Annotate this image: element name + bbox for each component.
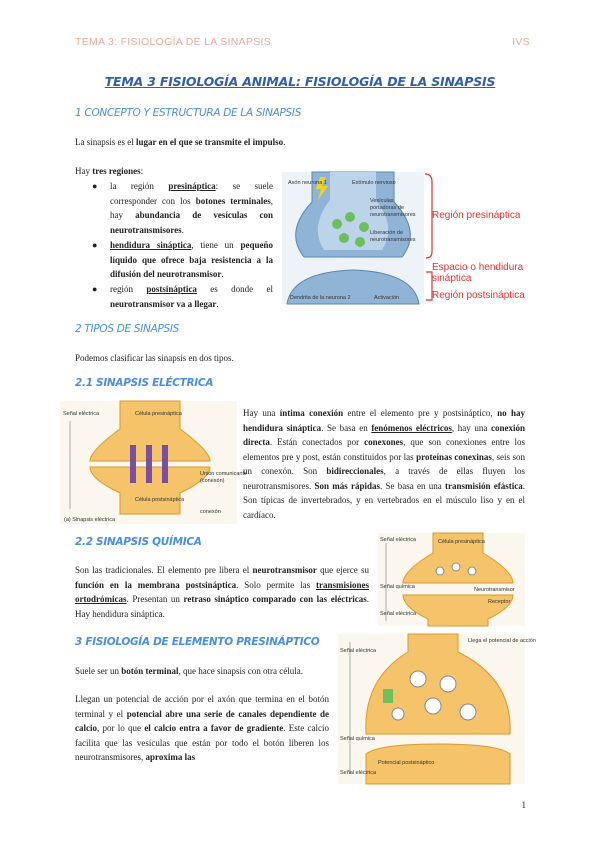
text: , a través de ellas fluyen los neurotransmisores. bbox=[243, 466, 525, 491]
text: , hay bbox=[110, 195, 273, 220]
presynaptic-element-figure bbox=[338, 634, 536, 784]
fig3-label-3: Señal eléctrica bbox=[380, 611, 417, 617]
fig1-label-axon bbox=[288, 180, 327, 186]
fig3-label-4: Neurotransmisor bbox=[474, 587, 515, 593]
text: entre el elemento pre y postsináptico, bbox=[343, 408, 498, 418]
fig1-label-ves1: Vesículas bbox=[370, 198, 394, 204]
text-bold-underline: hendidura sináptica bbox=[110, 240, 192, 250]
bullet-dot: ● bbox=[92, 284, 98, 294]
text: Suele ser un bbox=[75, 666, 122, 676]
text: . Hay hendidura sináptica. bbox=[75, 594, 369, 619]
text: , que son conexiones entre los elementos pre y post, están constituidos por las bbox=[243, 437, 525, 462]
section-2-2-heading: 2.2 SINAPSIS QUÍMICA bbox=[75, 536, 202, 548]
text-bold: retraso sináptico comparado con las eléctricas bbox=[183, 594, 367, 604]
text-bold: conexión directa bbox=[243, 422, 525, 447]
fig3-label-2: Señal química bbox=[380, 584, 415, 590]
s2-paragraph: Podemos clasificar las sinapsis en dos tipos. bbox=[75, 353, 234, 363]
fig2-label-union: Unión comunicante bbox=[200, 471, 248, 477]
text-bold: no hay hendidura sináptica bbox=[243, 408, 525, 433]
s1-paragraph-1 bbox=[75, 135, 285, 150]
fig2-label-conexon-paren: (conexón) bbox=[200, 478, 225, 484]
text-bold: neurotransmisor bbox=[252, 565, 317, 575]
text: . bbox=[181, 224, 184, 235]
fig1-label-dend: Dendrita de la neurona 2 bbox=[290, 295, 351, 301]
text: , que hace sinapsis con otra célula. bbox=[178, 666, 303, 676]
text-bold: aproxima las bbox=[145, 752, 196, 762]
section-1-heading: 1 CONCEPTO Y ESTRUCTURA DE LA SINAPSIS bbox=[75, 107, 302, 119]
s3-paragraph-1 bbox=[75, 664, 303, 679]
section-3-heading: 3 FISIOLOGÍA DE ELEMENTO PRESINÁPTICO bbox=[75, 636, 320, 648]
text-bold: íntima conexión bbox=[279, 408, 344, 418]
electrical-synapse-figure bbox=[60, 401, 248, 524]
bullet-dot: ● bbox=[92, 181, 98, 191]
s1-paragraph-2 bbox=[75, 164, 143, 179]
text-bold: Son más rápidas bbox=[314, 480, 381, 491]
fig1-label-act: Activación bbox=[374, 295, 400, 301]
text-bold: tres regiones bbox=[92, 166, 141, 176]
fig4-label-4: Señal eléctrica bbox=[340, 770, 377, 776]
bullet-dot: ● bbox=[92, 240, 98, 250]
running-header-left: TEMA 3: FISIOLOGÍA DE LA SINAPSIS bbox=[75, 36, 272, 48]
text-bold: lugar en el que se transmite el impulso bbox=[136, 137, 284, 147]
text: . Solo permite las bbox=[236, 579, 316, 590]
fig2-label-conexon: conexón bbox=[200, 509, 221, 515]
text-bold-underline: transmisiones ortodrómicas bbox=[75, 579, 369, 604]
label-region-postsinaptica: Región postsináptica bbox=[432, 290, 525, 301]
text: . Se basa en una bbox=[380, 480, 445, 491]
running-header-right: IVS bbox=[512, 36, 530, 48]
text-bold: conexones bbox=[364, 437, 404, 447]
bullet-hendidura bbox=[110, 238, 273, 282]
text: . bbox=[216, 298, 219, 309]
text: . Se basa en bbox=[321, 422, 372, 433]
fig3-label-1: Señal eléctrica bbox=[380, 537, 417, 543]
text: : se suele corresponder con los bbox=[110, 181, 273, 206]
text-bold: bidireccionales bbox=[326, 466, 384, 476]
page-number: 1 bbox=[521, 800, 526, 810]
text-bold: potencial abre una serie de canales dependiente de calcio bbox=[75, 708, 330, 733]
text: , hay una bbox=[451, 422, 491, 433]
text: región bbox=[110, 284, 147, 294]
fig2-label-senal: Señal eléctrica bbox=[63, 411, 100, 417]
text-bold: proteínas conexinas bbox=[416, 451, 492, 462]
section-2-1-heading: 2.1 SINAPSIS ELÉCTRICA bbox=[75, 377, 214, 389]
page-title: TEMA 3 FISIOLOGÍA ANIMAL: FISIOLOGÍA DE LA SINAPSIS bbox=[104, 74, 496, 89]
text-bold-underline: presináptica bbox=[168, 181, 216, 191]
text: Son las tradicionales. El elemento pre libera el bbox=[75, 565, 253, 575]
text: . Este calcio facilita que las vesículas que están por todo el botón liberen los neurotransmisores, bbox=[75, 723, 329, 762]
bullet-presinaptica bbox=[110, 179, 273, 237]
fig4-label-1: Llega el potencial de acción bbox=[468, 638, 536, 644]
text: La sinapsis es el bbox=[75, 137, 136, 147]
s3-paragraph-2 bbox=[75, 692, 329, 765]
fig3-label-6: Célula presináptica bbox=[438, 539, 485, 545]
text-bold: transmisión efástica bbox=[445, 480, 523, 491]
fig4-label-2: Señal eléctrica bbox=[340, 648, 377, 654]
text-bold: función en la membrana postsináptica bbox=[75, 579, 237, 590]
text: Hay una bbox=[243, 408, 280, 418]
text: la región bbox=[110, 181, 169, 191]
bullet-postsinaptica bbox=[110, 282, 273, 311]
text-bold: pequeño líquido que ofrece baja resistencia a la difusión del neurotransmisor bbox=[110, 240, 273, 279]
label-region-presinaptica: Región presináptica bbox=[432, 210, 521, 221]
fig2-label-pre: Célula presináptica bbox=[135, 411, 182, 417]
text: . Son típicas de invertebrados, y en vertebrados en el músculo liso y en el cardíaco. bbox=[243, 480, 525, 520]
text-bold: neurotransmisor va a llegar bbox=[110, 298, 217, 309]
text-bold-underline: fenómenos eléctricos bbox=[371, 422, 452, 433]
svg-text:Axón neurona 1: Axón neurona 1 bbox=[288, 180, 327, 186]
synapse-structure-figure bbox=[282, 172, 424, 304]
fig1-label-ves3: neurotransmisores bbox=[370, 212, 416, 218]
chemical-synapse-figure bbox=[378, 533, 525, 626]
text: es donde el bbox=[196, 284, 273, 294]
text: . Presentan un bbox=[126, 594, 184, 604]
text: , por lo que bbox=[97, 723, 145, 733]
fig4-label-5: Potencial postsináptico bbox=[378, 760, 435, 766]
fig1-label-lib2: neurotransmisores bbox=[370, 237, 416, 243]
text-bold-underline: postsináptica bbox=[146, 284, 197, 294]
text-bold: botones terminales bbox=[195, 195, 271, 206]
fig4-label-3: Señal química bbox=[340, 736, 375, 742]
text: . Están conectados por bbox=[269, 437, 365, 447]
section-2-heading: 2 TIPOS DE SINAPSIS bbox=[75, 323, 180, 335]
fig3-label-5: Receptor bbox=[488, 599, 511, 605]
text: . bbox=[283, 137, 286, 147]
fig2-caption: (a) Sinapsis eléctrica bbox=[64, 517, 116, 523]
text: , tiene un bbox=[191, 240, 241, 250]
s22-paragraph bbox=[75, 563, 369, 621]
fig1-label-ves2: portadoras de bbox=[370, 205, 404, 211]
text-bold: botón terminal bbox=[121, 666, 179, 676]
text: Llegan un potencial de acción por el axón que termina en el botón terminal y el bbox=[75, 694, 329, 719]
text: : bbox=[140, 166, 144, 176]
fig1-label-stim: Estímulo nervioso bbox=[352, 180, 396, 186]
fig1-label-lib1: Liberación de bbox=[370, 230, 404, 236]
s21-paragraph bbox=[243, 406, 525, 522]
text: . bbox=[221, 269, 224, 279]
label-cleft-1: Espacio o hendidura bbox=[432, 262, 524, 273]
label-cleft-2: sináptica bbox=[432, 273, 472, 284]
text: , seis son un conexón. Son bbox=[243, 451, 525, 476]
text: que ejerce su bbox=[316, 565, 369, 575]
fig2-label-post: Célula postsináptica bbox=[135, 497, 185, 503]
text-bold: el calcio entra a favor de gradiente bbox=[144, 723, 284, 733]
text-bold: abundancia de vesículas con neurotransmisores bbox=[110, 210, 273, 235]
text: Hay bbox=[75, 166, 93, 176]
